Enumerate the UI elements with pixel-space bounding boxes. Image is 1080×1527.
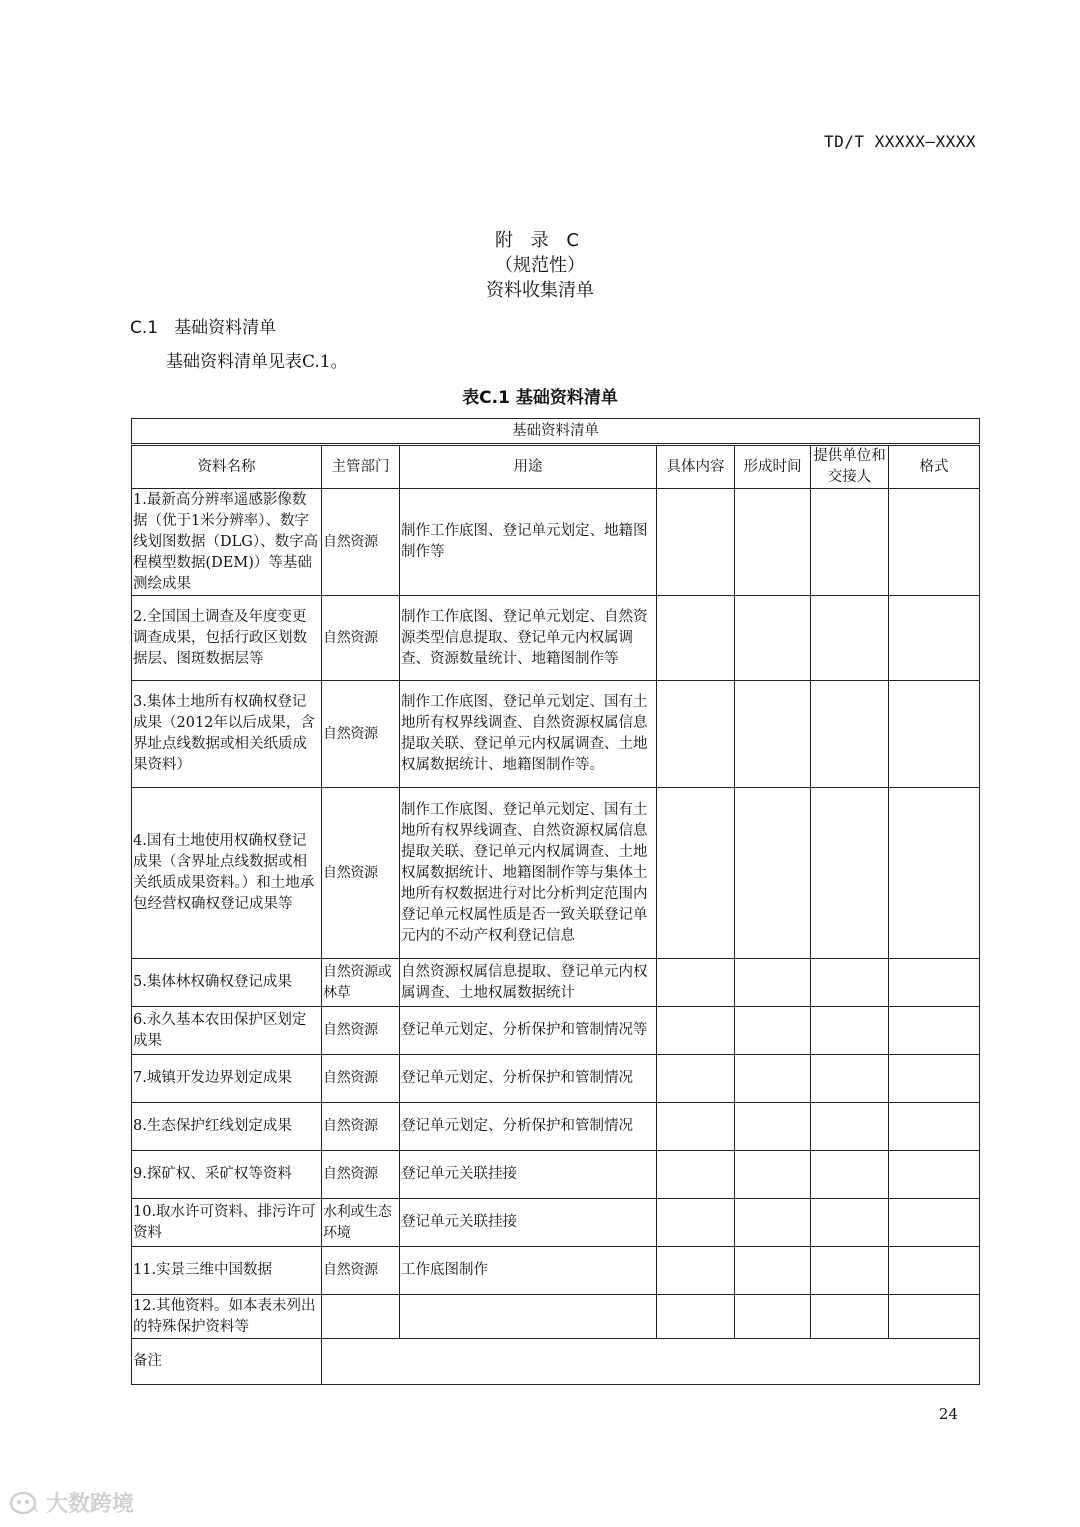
- section-paragraph: 基础资料清单见表C.1。: [166, 352, 348, 372]
- row-time: [735, 1247, 811, 1295]
- table-row: [132, 1247, 980, 1295]
- section-number: C.1: [130, 318, 159, 338]
- header-time: 形成时间: [735, 445, 811, 489]
- header-content: 具体内容: [657, 445, 735, 489]
- row-name: 3.集体土地所有权确权登记成果（2012年以后成果，含界址点线数据或相关纸质成果资料）: [132, 681, 322, 788]
- row-name: 12.其他资料。如本表未列出的特殊保护资料等: [132, 1295, 322, 1339]
- row-format: [889, 1007, 980, 1055]
- remark-label: 备注: [132, 1339, 322, 1385]
- row-time: [735, 1055, 811, 1103]
- row-time: [735, 1295, 811, 1339]
- row-name: 4.国有土地使用权确权登记成果（含界址点线数据或相关纸质成果资料。）和土地承包经营权确权登记成果等: [132, 788, 322, 959]
- table-row: [132, 681, 980, 788]
- row-time: [735, 1199, 811, 1247]
- row-format: [889, 489, 980, 596]
- row-dept: [322, 1295, 400, 1339]
- row-time: [735, 959, 811, 1007]
- row-content: [657, 681, 735, 788]
- row-format: [889, 596, 980, 681]
- table-banner-row: [132, 419, 980, 445]
- row-provider: [811, 1151, 889, 1199]
- row-usage: [400, 1295, 657, 1339]
- table-row: [132, 788, 980, 959]
- row-dept: 自然资源: [322, 1055, 400, 1103]
- row-usage: 登记单元划定、分析保护和管制情况: [400, 1103, 657, 1151]
- row-content: [657, 1199, 735, 1247]
- table-row: [132, 1151, 980, 1199]
- row-time: [735, 489, 811, 596]
- row-name: 10.取水许可资料、排污许可资料: [132, 1199, 322, 1247]
- row-content: [657, 1295, 735, 1339]
- table-row: [132, 489, 980, 596]
- section-heading: [130, 313, 276, 338]
- row-usage: 制作工作底图、登记单元划定、国有土地所有权界线调查、自然资源权属信息提取关联、登记单元内权属调查、土地权属数据统计、地籍图制作等与集体土地所有权数据进行对比分析判定范围内登记单元权属性质是否一致关联登记单元内的不动产权利登记信息: [400, 788, 657, 959]
- row-content: [657, 788, 735, 959]
- row-provider: [811, 788, 889, 959]
- row-content: [657, 1103, 735, 1151]
- row-time: [735, 1007, 811, 1055]
- row-usage: 制作工作底图、登记单元划定、地籍图制作等: [400, 489, 657, 596]
- row-content: [657, 959, 735, 1007]
- row-dept: 自然资源: [322, 788, 400, 959]
- row-usage: 制作工作底图、登记单元划定、国有土地所有权界线调查、自然资源权属信息提取关联、登记单元内权属调查、土地权属数据统计、地籍图制作等。: [400, 681, 657, 788]
- row-usage: 登记单元关联挂接: [400, 1151, 657, 1199]
- row-format: [889, 681, 980, 788]
- table-row: [132, 1055, 980, 1103]
- row-dept: 自然资源: [322, 1103, 400, 1151]
- table-row: [132, 1103, 980, 1151]
- row-provider: [811, 1055, 889, 1103]
- row-time: [735, 1103, 811, 1151]
- table-row: [132, 596, 980, 681]
- row-format: [889, 1103, 980, 1151]
- table-caption: 表C.1 基础资料清单: [462, 388, 618, 408]
- row-format: [889, 1247, 980, 1295]
- row-provider: [811, 596, 889, 681]
- table-row: [132, 959, 980, 1007]
- remark-row: [132, 1339, 980, 1385]
- row-format: [889, 1055, 980, 1103]
- row-format: [889, 1295, 980, 1339]
- header-dept: 主管部门: [322, 445, 400, 489]
- row-name: 11.实景三维中国数据: [132, 1247, 322, 1295]
- row-usage: 自然资源权属信息提取、登记单元内权属调查、土地权属数据统计: [400, 959, 657, 1007]
- row-time: [735, 681, 811, 788]
- document-code: TD/T XXXXX—XXXX: [824, 132, 976, 151]
- row-provider: [811, 1295, 889, 1339]
- row-content: [657, 1247, 735, 1295]
- row-name: 8.生态保护红线划定成果: [132, 1103, 322, 1151]
- appendix-type: （规范性）: [495, 255, 585, 276]
- row-time: [735, 788, 811, 959]
- header-provider: 提供单位和交接人: [811, 445, 889, 489]
- row-format: [889, 1199, 980, 1247]
- row-provider: [811, 489, 889, 596]
- row-content: [657, 1151, 735, 1199]
- row-content: [657, 1007, 735, 1055]
- row-name: 2.全国国土调查及年度变更调查成果，包括行政区划数据层、图斑数据层等: [132, 596, 322, 681]
- row-usage: 制作工作底图、登记单元划定、自然资源类型信息提取、登记单元内权属调查、资源数量统计、地籍图制作等: [400, 596, 657, 681]
- row-usage: 登记单元关联挂接: [400, 1199, 657, 1247]
- row-dept: 水利或生态环境: [322, 1199, 400, 1247]
- appendix-heading: [0, 228, 1080, 303]
- row-dept: 自然资源: [322, 1247, 400, 1295]
- row-name: 1.最新高分辨率遥感影像数据（优于1米分辨率）、数字线划图数据（DLG）、数字高程模型数据(DEM)）等基础测绘成果: [132, 489, 322, 596]
- header-name: 资料名称: [132, 445, 322, 489]
- row-usage: 登记单元划定、分析保护和管制情况: [400, 1055, 657, 1103]
- appendix-label: 附 录 C: [494, 230, 585, 251]
- row-provider: [811, 1247, 889, 1295]
- section-title: 基础资料清单: [174, 318, 277, 338]
- row-dept: 自然资源或林草: [322, 959, 400, 1007]
- row-format: [889, 788, 980, 959]
- header-format: 格式: [889, 445, 980, 489]
- table-header-row: [132, 445, 980, 489]
- basic-materials-table: [131, 418, 980, 1385]
- table-row: [132, 1295, 980, 1339]
- row-content: [657, 596, 735, 681]
- row-provider: [811, 681, 889, 788]
- row-name: 5.集体林权确权登记成果: [132, 959, 322, 1007]
- watermark: [8, 1487, 134, 1518]
- table-row: [132, 1007, 980, 1055]
- row-name: 7.城镇开发边界划定成果: [132, 1055, 322, 1103]
- row-content: [657, 1055, 735, 1103]
- row-provider: [811, 959, 889, 1007]
- row-dept: 自然资源: [322, 1151, 400, 1199]
- table-banner: 基础资料清单: [132, 419, 980, 445]
- watermark-text: 大数跨境: [46, 1492, 135, 1517]
- appendix-title: 资料收集清单: [486, 280, 594, 301]
- row-dept: 自然资源: [322, 1007, 400, 1055]
- row-dept: 自然资源: [322, 596, 400, 681]
- remark-value: [322, 1339, 980, 1385]
- row-name: 6.永久基本农田保护区划定成果: [132, 1007, 322, 1055]
- row-format: [889, 1151, 980, 1199]
- page-number: 24: [938, 1405, 958, 1423]
- row-dept: 自然资源: [322, 489, 400, 596]
- table-row: [132, 1199, 980, 1247]
- row-provider: [811, 1007, 889, 1055]
- row-name: 9.探矿权、采矿权等资料: [132, 1151, 322, 1199]
- row-content: [657, 489, 735, 596]
- header-usage: 用途: [400, 445, 657, 489]
- row-provider: [811, 1199, 889, 1247]
- row-time: [735, 596, 811, 681]
- row-time: [735, 1151, 811, 1199]
- row-format: [889, 959, 980, 1007]
- watermark-logo-icon: [8, 1490, 42, 1516]
- row-provider: [811, 1103, 889, 1151]
- row-usage: 工作底图制作: [400, 1247, 657, 1295]
- row-usage: 登记单元划定、分析保护和管制情况等: [400, 1007, 657, 1055]
- row-dept: 自然资源: [322, 681, 400, 788]
